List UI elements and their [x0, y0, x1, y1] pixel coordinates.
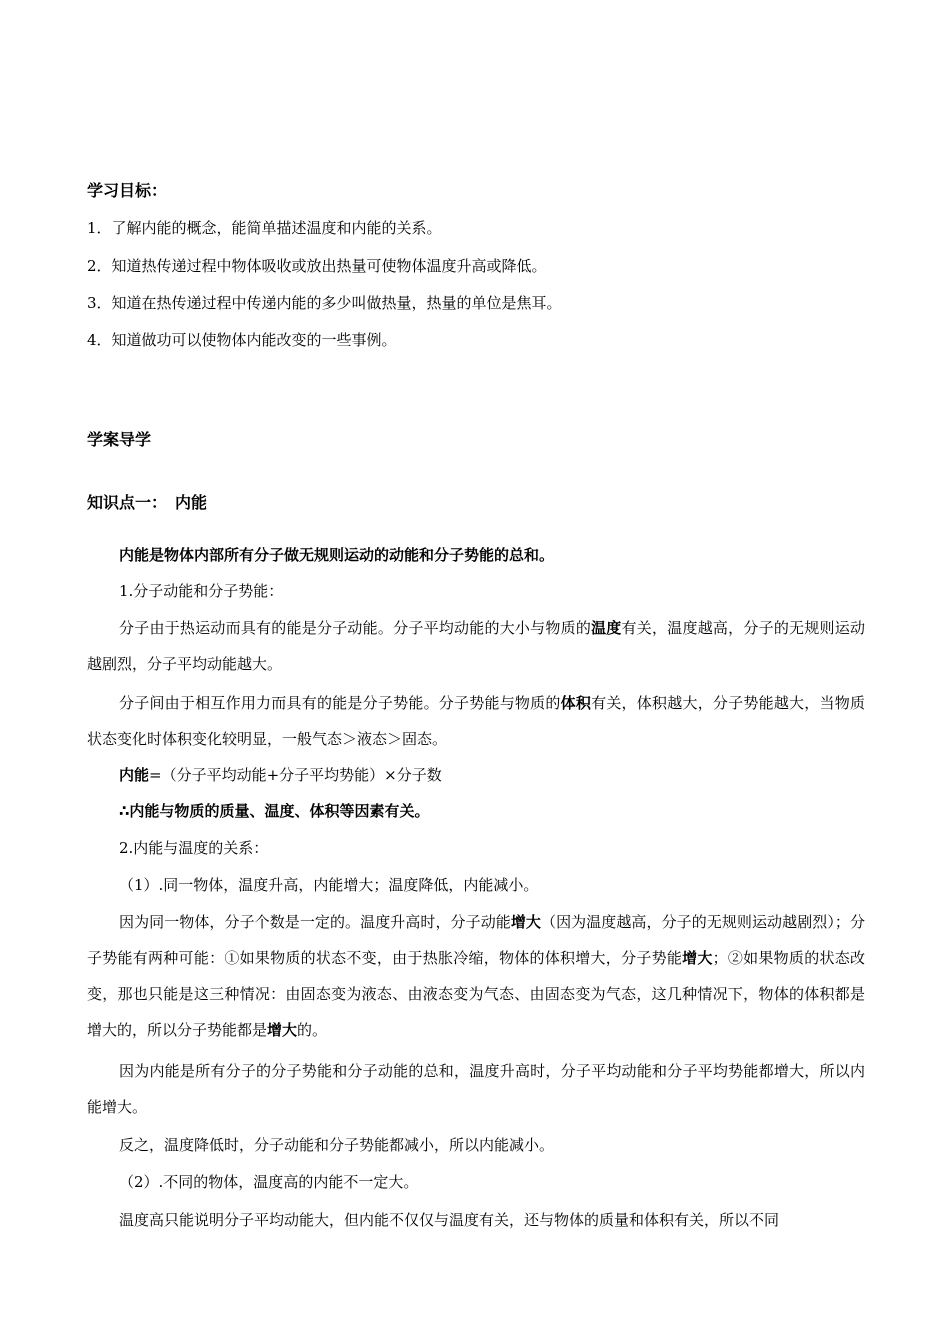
internal-energy-definition: 内能是物体内部所有分子做无规则运动的动能和分子势能的总和。: [119, 546, 555, 564]
subsection-2-title: 2.内能与温度的关系：: [119, 839, 269, 857]
objective-item-1: 1．了解内能的概念，能简单描述温度和内能的关系。: [87, 219, 442, 237]
paragraph-different-objects: 温度高只能说明分子平均动能大，但内能不仅仅与温度有关，还与物体的质量和体积有关，所以不同: [119, 1211, 780, 1229]
case-2-statement: （2）.不同的物体，温度高的内能不一定大。: [119, 1173, 419, 1191]
guide-title: 学案导学: [87, 430, 152, 449]
paragraph-potential-energy: 分子间由于相互作用力而具有的能是分子势能。分子势能与物质的体积有关，体积越大，分子势能越大，当物质状态变化时体积变化较明显，一般气态＞液态＞固态。: [87, 694, 865, 748]
case-1-statement: （1）.同一物体，温度升高，内能增大；温度降低，内能减小。: [119, 876, 539, 894]
objective-item-2: 2．知道热传递过程中物体吸收或放出热量可使物体温度升高或降低。: [87, 257, 547, 275]
objectives-title: 学习目标：: [87, 181, 168, 200]
objective-item-4: 4．知道做功可以使物体内能改变的一些事例。: [87, 331, 397, 349]
paragraph-same-object-reason: 因为同一物体，分子个数是一定的。温度升高时，分子动能增大（因为温度越高，分子的无规则运动越剧烈）；分子势能有两种可能：①如果物质的状态不变，由于热胀冷缩，物体的体积增大，分子势能增大；②如果物质的状态改变，那也只能是这三种情况：由固态变为液态、由液态变为气态、由固态变为气态，这几种情况下，物体的体积都是增大的，所以分子势能都是增大的。: [87, 913, 865, 1039]
paragraph-reverse: 反之，温度降低时，分子动能和分子势能都减小，所以内能减小。: [119, 1136, 555, 1154]
paragraph-sum-explanation: 因为内能是所有分子的分子势能和分子动能的总和，温度升高时，分子平均动能和分子平均势能都增大，所以内能增大。: [87, 1062, 865, 1116]
conclusion-line: ∴内能与物质的质量、温度、体积等因素有关。: [119, 802, 430, 820]
paragraph-kinetic-energy: 分子由于热运动而具有的能是分子动能。分子平均动能的大小与物质的温度有关，温度越高，分子的无规则运动越剧烈，分子平均动能越大。: [87, 619, 865, 673]
subsection-1-title: 1.分子动能和分子势能：: [119, 582, 284, 600]
internal-energy-formula: 内能=（分子平均动能+分子平均势能）×分子数: [119, 766, 442, 784]
objective-item-3: 3．知道在热传递过程中传递内能的多少叫做热量，热量的单位是焦耳。: [87, 294, 562, 312]
knowledge-point-1-title: 知识点一： 内能: [87, 493, 208, 512]
